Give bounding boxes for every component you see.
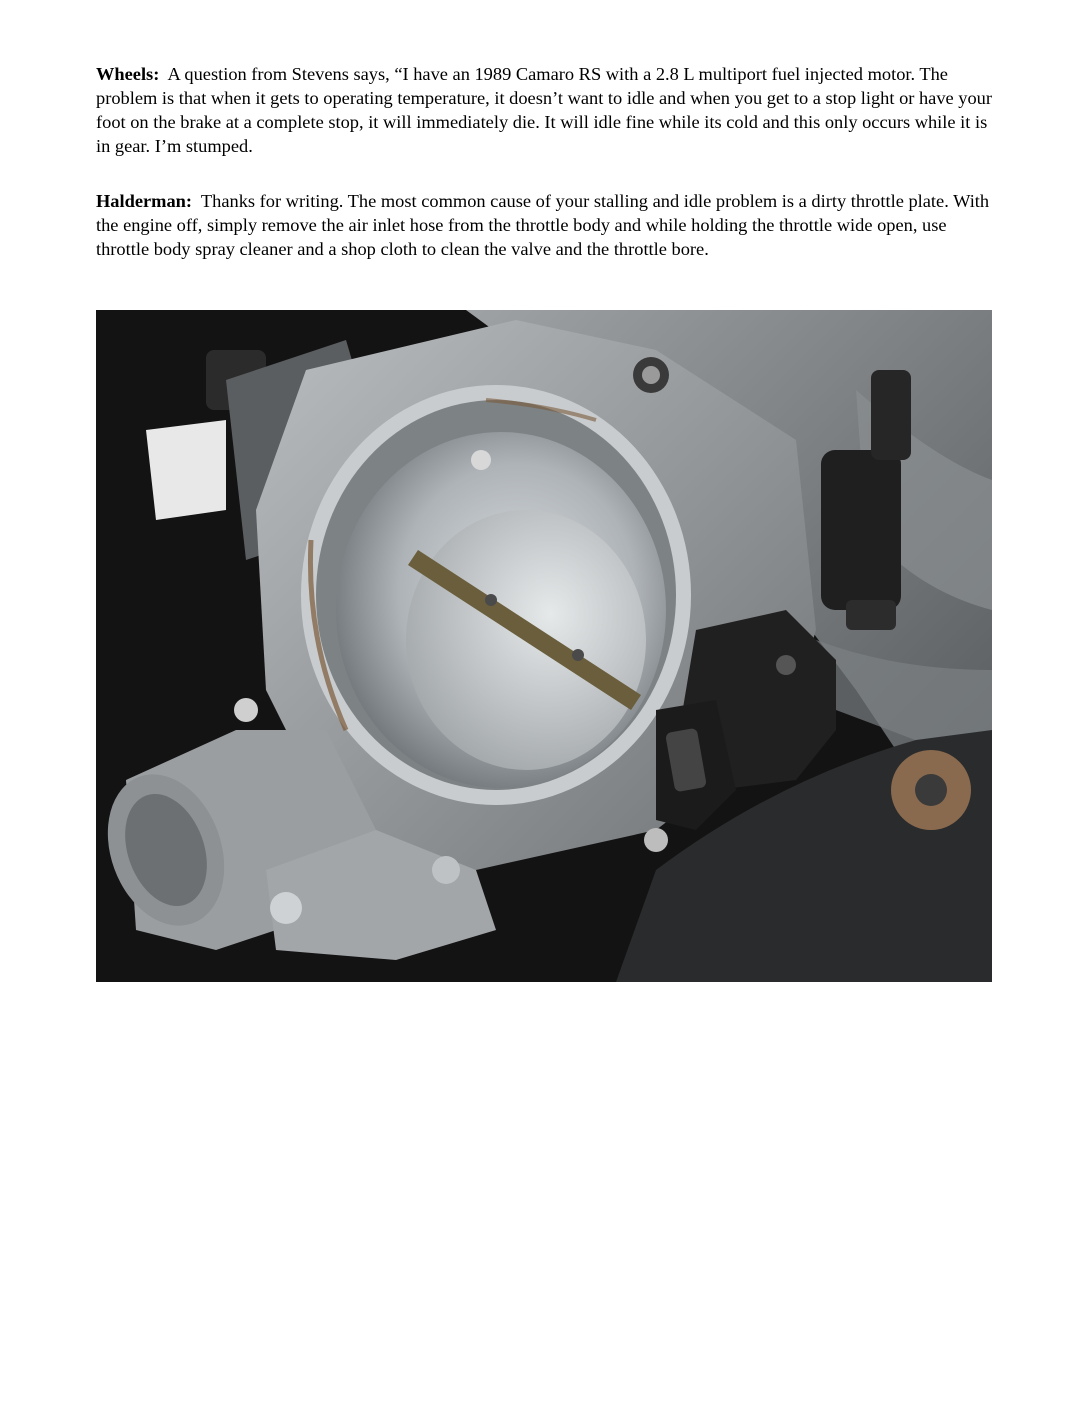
answer-text: Thanks for writing. The most common cause of your stalling and idle problem is a dirty throttle plate. With the engine off, simply remove the air inlet hose from the throttle body and while holding the throttle wide open, use throttle body spray cleaner and a shop cloth to clean the valve and the throttle bore. <box>96 191 990 259</box>
throttle-body-illustration <box>96 310 992 982</box>
question-text: A question from Stevens says, “I have an 1989 Camaro RS with a 2.8 L multiport fuel injected motor. The problem is that when it gets to operating temperature, it doesn’t want to idle and when you get to a stop light or have your foot on the brake at a complete stop, it will immediately die. It will idle fine while its cold and this only occurs while it is in gear. I’m stumped. <box>96 64 993 156</box>
question-paragraph <box>96 62 996 158</box>
answer-paragraph <box>96 189 996 261</box>
question-speaker: Wheels: <box>96 64 160 84</box>
answer-speaker: Halderman: <box>96 191 193 211</box>
throttle-body-photo <box>96 310 992 982</box>
